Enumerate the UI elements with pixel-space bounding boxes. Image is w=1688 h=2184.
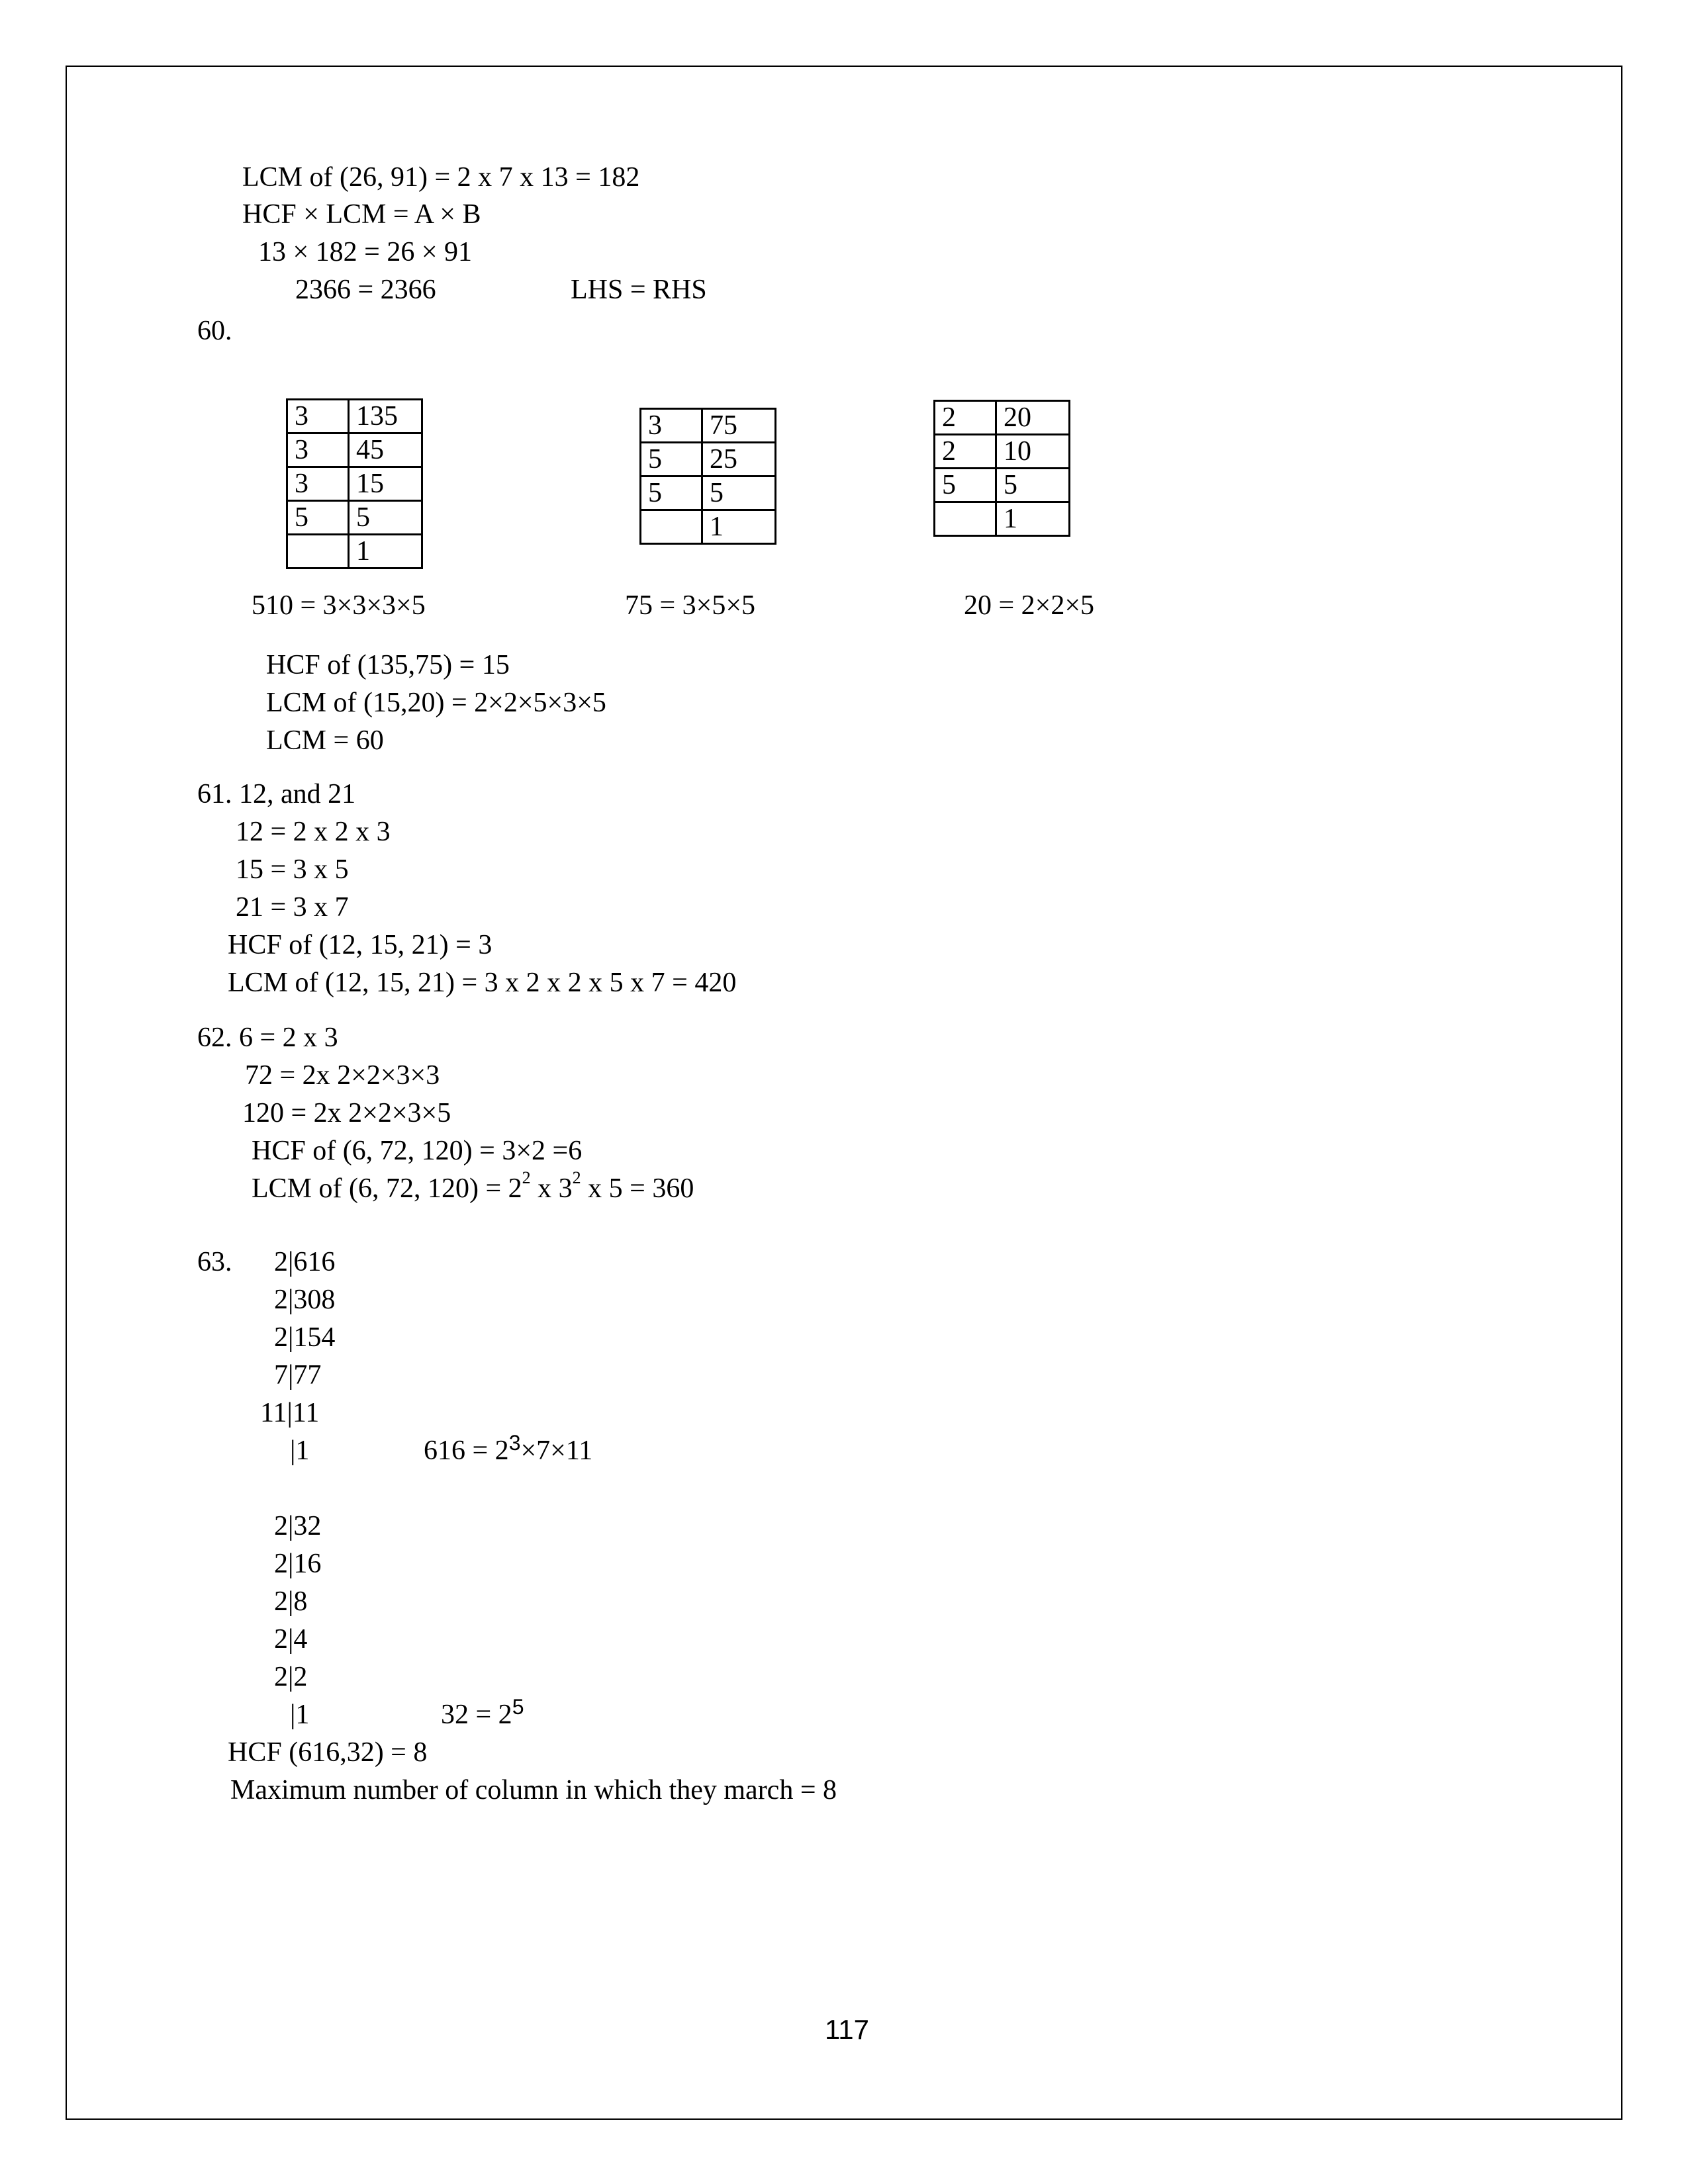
divisor-cell — [641, 510, 702, 544]
factor-12: 12 = 2 x 2 x 3 — [236, 817, 391, 847]
division-step: 11|11 — [260, 1398, 320, 1428]
division-step: 2|16 — [274, 1549, 322, 1579]
division-step: 2|616 — [274, 1247, 336, 1277]
division-step: 2|308 — [274, 1285, 336, 1315]
factor-21: 21 = 3 x 7 — [236, 892, 349, 923]
division-step: 2|32 — [274, 1511, 322, 1541]
factorization-3: 20 = 2×2×5 — [964, 590, 1095, 621]
equality-check: 2366 = 2366 — [295, 275, 436, 305]
quotient-cell: 5 — [349, 501, 422, 535]
quotient-cell: 25 — [702, 443, 776, 477]
quotient-cell: 1 — [702, 510, 776, 544]
quotient-cell: 5 — [702, 477, 776, 510]
quotient-cell: 5 — [996, 469, 1070, 502]
factorization-1: 510 = 3×3×3×5 — [252, 590, 426, 621]
quotient-cell: 10 — [996, 435, 1070, 469]
divisor-cell — [935, 502, 996, 536]
factor-table-135 — [286, 398, 423, 569]
division-step: |1 — [290, 1435, 310, 1466]
quotient-cell: 15 — [349, 467, 422, 501]
division-step: 2|154 — [274, 1322, 336, 1353]
divisor-cell — [287, 535, 349, 569]
factorization-32: $32 = 2^5$ — [441, 1695, 524, 1730]
factorization-2: 75 = 3×5×5 — [625, 590, 756, 621]
factor-table-75 — [639, 408, 776, 545]
division-step: 2|8 — [274, 1586, 308, 1617]
factor-120: 120 = 2x 2×2×3×5 — [242, 1098, 451, 1128]
factorization-616: $616 = 2^3\times 7\times 11$ — [424, 1431, 593, 1466]
divisor-cell: 2 — [935, 435, 996, 469]
question-61-header: 61. 12, and 21 — [197, 779, 356, 809]
page-number: 117 — [825, 2014, 869, 2045]
question-62-header: 62. 6 = 2 x 3 — [197, 1023, 338, 1053]
factor-table-20 — [933, 400, 1070, 537]
lhs-rhs: LHS = RHS — [571, 275, 707, 305]
product-check: 13 × 182 = 26 × 91 — [258, 237, 473, 267]
hcf-lcm-formula: HCF × LCM = A × B — [242, 199, 481, 230]
hcf-6-72-120: HCF of (6, 72, 120) = 3×2 =6 — [252, 1136, 583, 1166]
divisor-cell: 5 — [287, 501, 349, 535]
division-step: 2|4 — [274, 1624, 308, 1655]
division-step: 2|2 — [274, 1662, 308, 1692]
divisor-cell: 5 — [935, 469, 996, 502]
hcf-12-15-21: HCF of (12, 15, 21) = 3 — [228, 930, 492, 960]
quotient-cell: 135 — [349, 400, 422, 433]
divisor-cell: 3 — [641, 409, 702, 443]
quotient-cell: 45 — [349, 433, 422, 467]
divisor-cell: 5 — [641, 443, 702, 477]
final-answer: Maximum number of column in which they march = 8 — [230, 1775, 837, 1805]
lcm-15-20: LCM of (15,20) = 2×2×5×3×5 — [266, 688, 606, 718]
divisor-cell: 3 — [287, 433, 349, 467]
question-60-number: 60. — [197, 316, 232, 346]
divisor-cell: 3 — [287, 400, 349, 433]
factor-15: 15 = 3 x 5 — [236, 854, 349, 885]
factor-72: 72 = 2x 2×2×3×3 — [245, 1060, 440, 1091]
quotient-cell: 1 — [996, 502, 1070, 536]
lcm-6-72-120: LCM of (6, 72, $120) = 2^2$ x $3^2$ x 5 = 360 — [252, 1168, 694, 1204]
division-step: 7|77 — [274, 1360, 322, 1390]
lcm-12-15-21: LCM of (12, 15, 21) = 3 x 2 x 2 x 5 x 7 = 420 — [228, 968, 737, 998]
question-63-number: 63. — [197, 1247, 232, 1277]
quotient-cell: 75 — [702, 409, 776, 443]
divisor-cell: 5 — [641, 477, 702, 510]
division-step: |1 — [290, 1700, 310, 1730]
divisor-cell: 3 — [287, 467, 349, 501]
divisor-cell: 2 — [935, 401, 996, 435]
lcm-result: LCM = 60 — [266, 725, 384, 756]
quotient-cell: 20 — [996, 401, 1070, 435]
page-border — [66, 66, 1622, 2120]
quotient-cell: 1 — [349, 535, 422, 569]
hcf-135-75: HCF of (135,75) = 15 — [266, 650, 510, 680]
hcf-616-32: HCF (616,32) = 8 — [228, 1737, 428, 1768]
lcm-26-91: LCM of (26, 91) = 2 x 7 x 13 = 182 — [242, 162, 640, 193]
